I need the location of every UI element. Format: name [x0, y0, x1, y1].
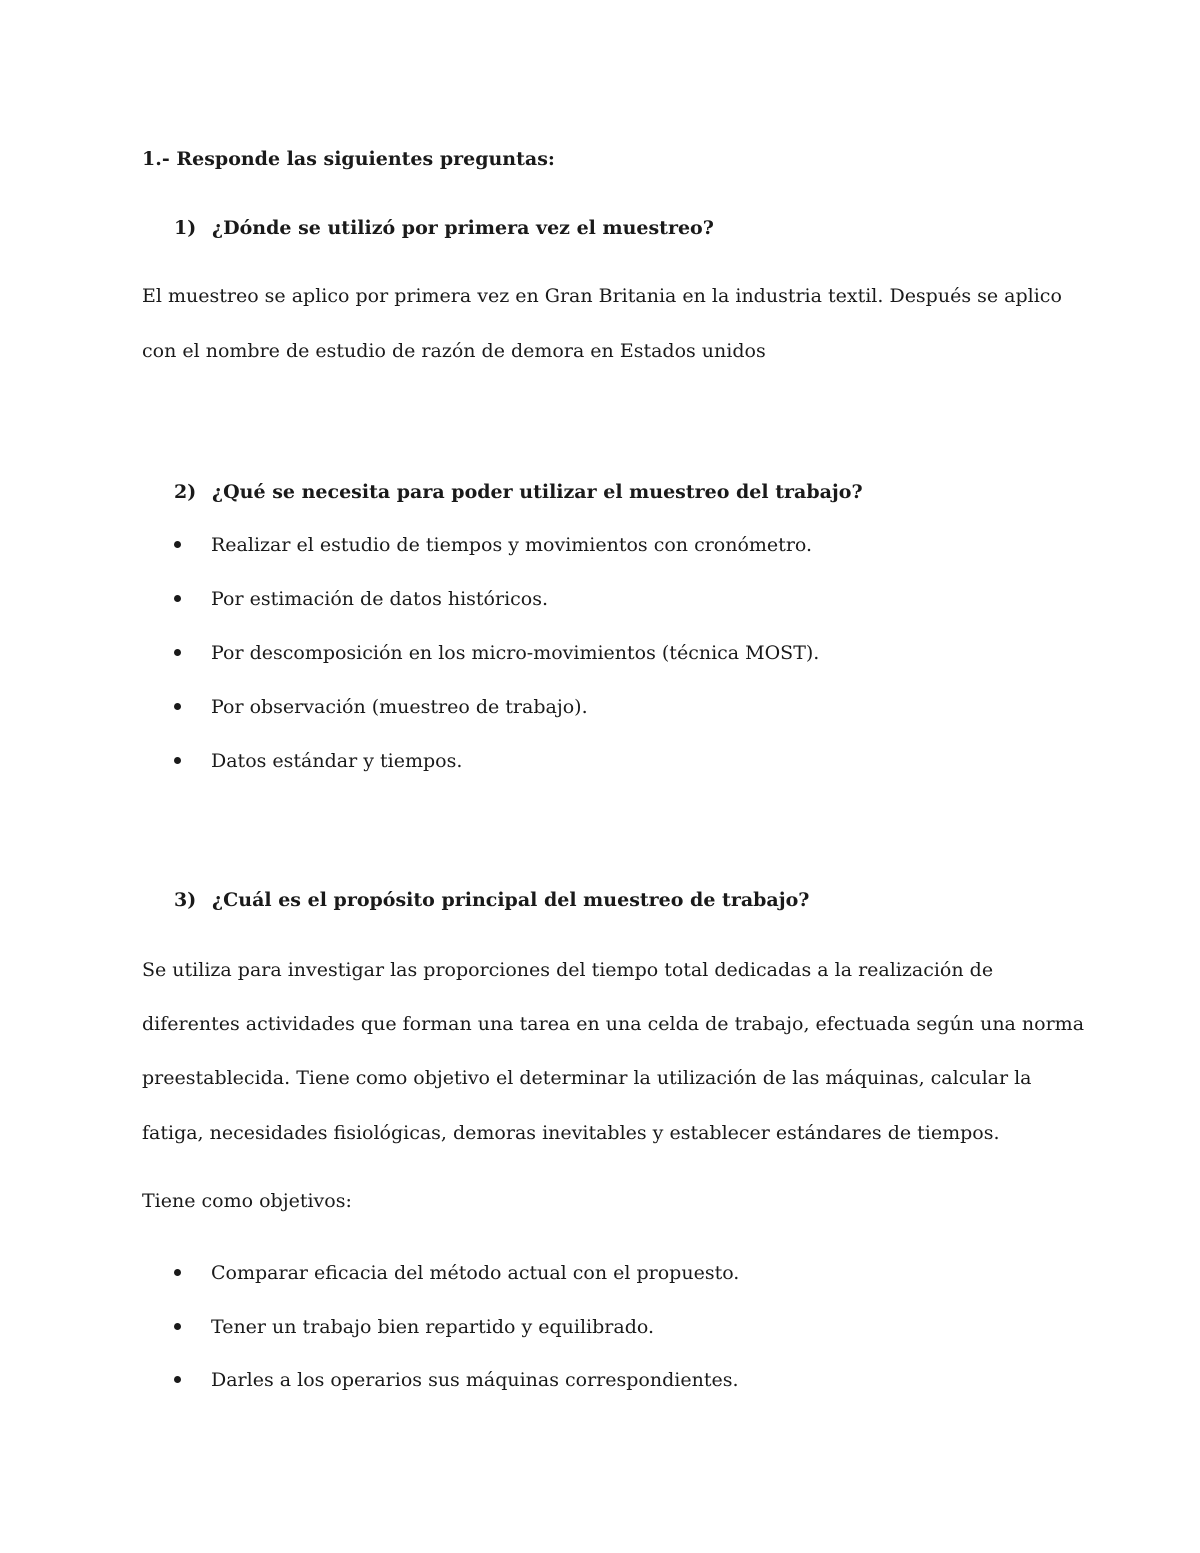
bullet-icon [174, 1269, 181, 1276]
question-1 [174, 216, 714, 240]
bullet-icon [174, 1376, 181, 1383]
question-1-text: ¿Dónde se utilizó por primera vez el muestreo? [212, 217, 714, 239]
question-2 [174, 480, 863, 504]
question-2-text: ¿Qué se necesita para poder utilizar el muestreo del trabajo? [212, 481, 863, 503]
list-item [174, 533, 812, 557]
list-item [174, 587, 548, 611]
list-item-text: Por estimación de datos históricos. [211, 588, 549, 610]
answer-1-line-2: con el nombre de estudio de razón de demora en Estados unidos [142, 340, 766, 362]
answer-1-line-1: El muestreo se aplico por primera vez en Gran Britania en la industria textil. Después se aplico [142, 285, 1062, 307]
section-heading: 1.- Responde las siguientes preguntas: [142, 148, 555, 170]
list-item-text: Por descomposición en los micro-movimientos (técnica MOST). [211, 642, 820, 664]
list-item-text: Tener un trabajo bien repartido y equilibrado. [211, 1316, 655, 1338]
bullet-icon [174, 703, 181, 710]
list-item [174, 1261, 739, 1285]
list-item [174, 749, 462, 773]
answer-3-line-1: Se utiliza para investigar las proporciones del tiempo total dedicadas a la realización de [142, 959, 994, 981]
list-item [174, 695, 588, 719]
question-1-number: 1) [174, 217, 197, 239]
question-3 [174, 888, 809, 912]
bullet-icon [174, 757, 181, 764]
list-item-text: Darles a los operarios sus máquinas correspondientes. [211, 1369, 739, 1391]
bullet-icon [174, 541, 181, 548]
list-item-text: Por observación (muestreo de trabajo). [211, 696, 588, 718]
list-item [174, 1315, 654, 1339]
answer-3-line-4: fatiga, necesidades fisiológicas, demoras inevitables y establecer estándares de tiempos. [142, 1122, 1000, 1144]
bullet-icon [174, 649, 181, 656]
question-2-number: 2) [174, 481, 197, 503]
list-item [174, 1368, 739, 1392]
bullet-icon [174, 595, 181, 602]
question-3-number: 3) [174, 889, 197, 911]
list-item-text: Realizar el estudio de tiempos y movimientos con cronómetro. [211, 534, 813, 556]
bullet-icon [174, 1323, 181, 1330]
list-item-text: Comparar eficacia del método actual con el propuesto. [211, 1262, 740, 1284]
list-item-text: Datos estándar y tiempos. [211, 750, 463, 772]
answer-3-line-2: diferentes actividades que forman una tarea en una celda de trabajo, efectuada según una norma [142, 1013, 1085, 1035]
answer-3-line-3: preestablecida. Tiene como objetivo el determinar la utilización de las máquinas, calcular la [142, 1067, 1032, 1089]
objectives-label: Tiene como objetivos: [142, 1190, 352, 1212]
question-3-text: ¿Cuál es el propósito principal del muestreo de trabajo? [212, 889, 810, 911]
list-item [174, 641, 819, 665]
